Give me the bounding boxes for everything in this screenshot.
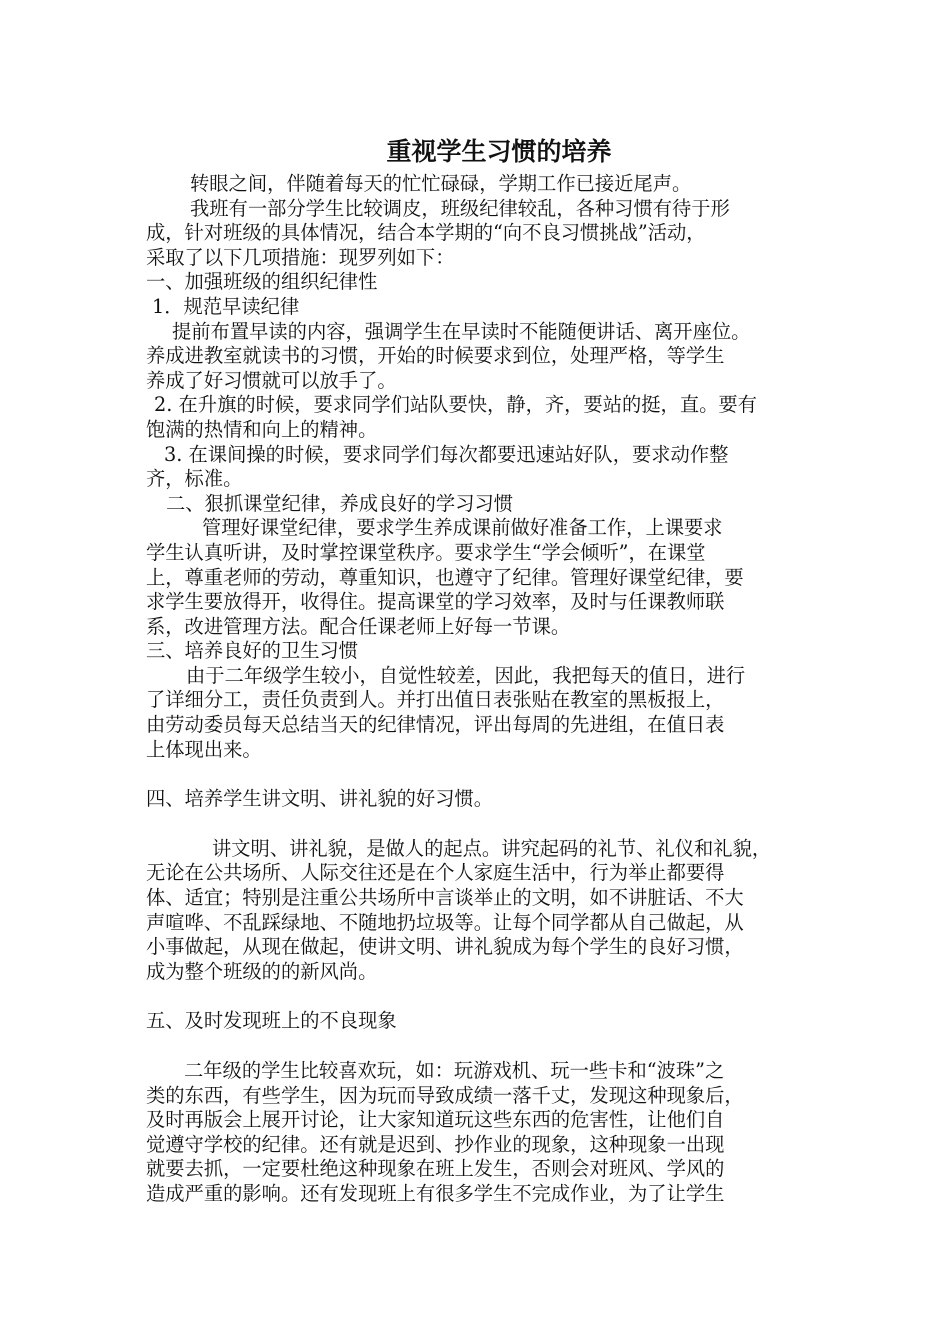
text-line: 及时再版会上展开讨论，让大家知道玩这些东西的危害性，让他们自 — [146, 1108, 725, 1132]
text-line: 小事做起，从现在做起，使讲文明、讲礼貌成为每个学生的良好习惯， — [146, 935, 744, 959]
text-line — [146, 762, 812, 787]
text-line: 上体现出来。 — [146, 737, 262, 761]
text-line: 养成了好习惯就可以放手了。 — [146, 368, 397, 392]
text-line: 1．规范早读纪律 — [152, 294, 300, 318]
text-line: 养成进教室就读书的习惯，开始的时候要求到位，处理严格，等学生 — [146, 344, 725, 368]
text-line — [146, 1034, 812, 1059]
text-line: 成，针对班级的具体情况，结合本学期的“向不良习惯挑战”活动， — [146, 221, 706, 245]
document-title: 重视学生习惯的培养 — [386, 137, 612, 166]
text-line: 觉遵守学校的纪律。还有就是迟到、抄作业的现象，这种现象一出现 — [146, 1132, 725, 1156]
document-page — [146, 132, 812, 1207]
text-line: 转眼之间，伴随着每天的忙忙碌碌，学期工作已接近尾声。 — [190, 172, 692, 195]
text-line: 了详细分工，责任负责到人。并打出值日表张贴在教室的黑板报上， — [146, 688, 725, 712]
text-line: 我班有一部分学生比较调皮，班级纪律较乱，各种习惯有待于形 — [190, 196, 730, 220]
text-line: 学生认真听讲，及时掌控课堂秩序。要求学生“学会倾听”，在课堂 — [146, 540, 706, 564]
text-line: 上，尊重老师的劳动，尊重知识，也遵守了纪律。管理好课堂纪律，要 — [146, 565, 744, 589]
text-line: 系，改进管理方法。配合任课老师上好每一节课。 — [146, 614, 571, 638]
text-line: 讲文明、讲礼貌，是做人的起点。讲究起码的礼节、礼仪和礼貌， — [212, 836, 772, 860]
text-line: 无论在公共场所、人际交往还是在个人家庭生活中，行为举止都要得 — [146, 861, 725, 885]
text-line: 3. 在课间操的时候，要求同学们每次都要迅速站好队，要求动作整 — [164, 442, 729, 466]
text-line: 由于二年级学生较小，自觉性较差，因此，我把每天的值日，进行 — [186, 663, 746, 687]
text-line — [146, 984, 812, 1009]
text-line: 造成严重的影响。还有发现班上有很多学生不完成作业，为了让学生 — [146, 1181, 725, 1205]
text-line: 一、加强班级的组织纪律性 — [146, 270, 378, 294]
text-line: 采取了以下几项措施：现罗列如下： — [146, 245, 455, 269]
text-line: 五、及时发现班上的不良现象 — [146, 1009, 397, 1033]
text-line: 2. 在升旗的时候，要求同学们站队要快，静，齐，要站的挺，直。要有 — [154, 393, 757, 417]
text-line: 饱满的热情和向上的精神。 — [146, 417, 378, 441]
text-line: 齐，标准。 — [146, 467, 243, 491]
text-line: 三、培养良好的卫生习惯 — [146, 639, 359, 663]
text-line: 成为整个班级的的新风尚。 — [146, 959, 378, 983]
text-line: 求学生要放得开，收得住。提高课堂的学习效率，及时与任课教师联 — [146, 590, 725, 614]
text-line: 声喧哗、不乱踩绿地、不随地扔垃圾等。让每个同学都从自己做起，从 — [146, 910, 744, 934]
text-line: 二年级的学生比较喜欢玩，如：玩游戏机、玩一些卡和“波珠”之 — [184, 1059, 725, 1082]
text-line: 由劳动委员每天总结当天的纪律情况，评出每周的先进组，在值日表 — [146, 713, 725, 737]
text-line: 体、适宜；特别是注重公共场所中言谈举止的文明，如不讲脏话、不大 — [146, 886, 744, 910]
text-line: 管理好课堂纪律，要求学生养成课前做好准备工作，上课要求 — [202, 516, 723, 540]
text-line: 就要去抓，一定要杜绝这种现象在班上发生，否则会对班风、学风的 — [146, 1157, 725, 1181]
document-body — [146, 172, 812, 1207]
text-line — [146, 812, 812, 837]
text-line: 二、狠抓课堂纪律，养成良好的学习习惯 — [166, 491, 514, 515]
text-line: 四、培养学生讲文明、讲礼貌的好习惯。 — [146, 787, 494, 811]
text-line: 类的东西，有些学生，因为玩而导致成绩一落千丈，发现这种现象后， — [146, 1083, 744, 1107]
text-line: 提前布置早读的内容，强调学生在早读时不能随便讲话、离开座位。 — [172, 319, 751, 343]
